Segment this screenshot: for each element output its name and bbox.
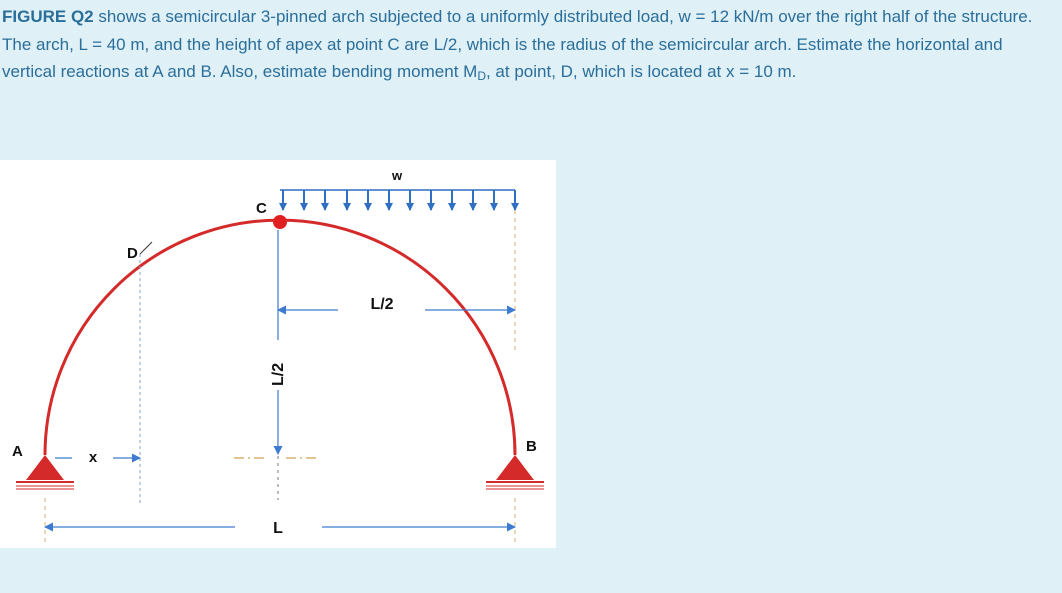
span-dimension-label: L [273,520,283,537]
problem-text-2: , at point, D, which is located at x = 10 m. [485,62,797,81]
apex-pin-c [273,215,287,229]
problem-text-1: shows a semicircular 3-pinned arch subjected to a uniformly distributed load, w = 12 kN/m over the right half of the structure. The arch, L = 40 m, and the height of apex at point C are L/2, which is the radius of the semicircular arch. Estimate the horizontal and vertical reactions at A and B. Also, estimate bending moment M [2,7,1033,81]
arch-figure [0,160,556,548]
point-a-label: A [12,443,23,460]
moment-subscript: D [477,69,486,83]
height-dimension-label: L/2 [270,362,287,386]
pin-support-a [16,455,74,489]
point-d-marker [140,242,152,254]
radius-dimension-label: L/2 [370,296,394,313]
pin-support-b [486,455,544,489]
figure-reference: FIGURE Q2 [2,7,94,26]
point-c-label: C [256,200,267,217]
point-d-label: D [127,245,138,262]
x-dimension-label: x [88,449,98,466]
semicircular-arch [45,220,515,455]
distributed-load-arrows [280,190,515,210]
problem-statement [2,3,1057,91]
arch-diagram [0,160,556,548]
point-b-label: B [526,438,537,455]
load-label: w [391,168,403,183]
